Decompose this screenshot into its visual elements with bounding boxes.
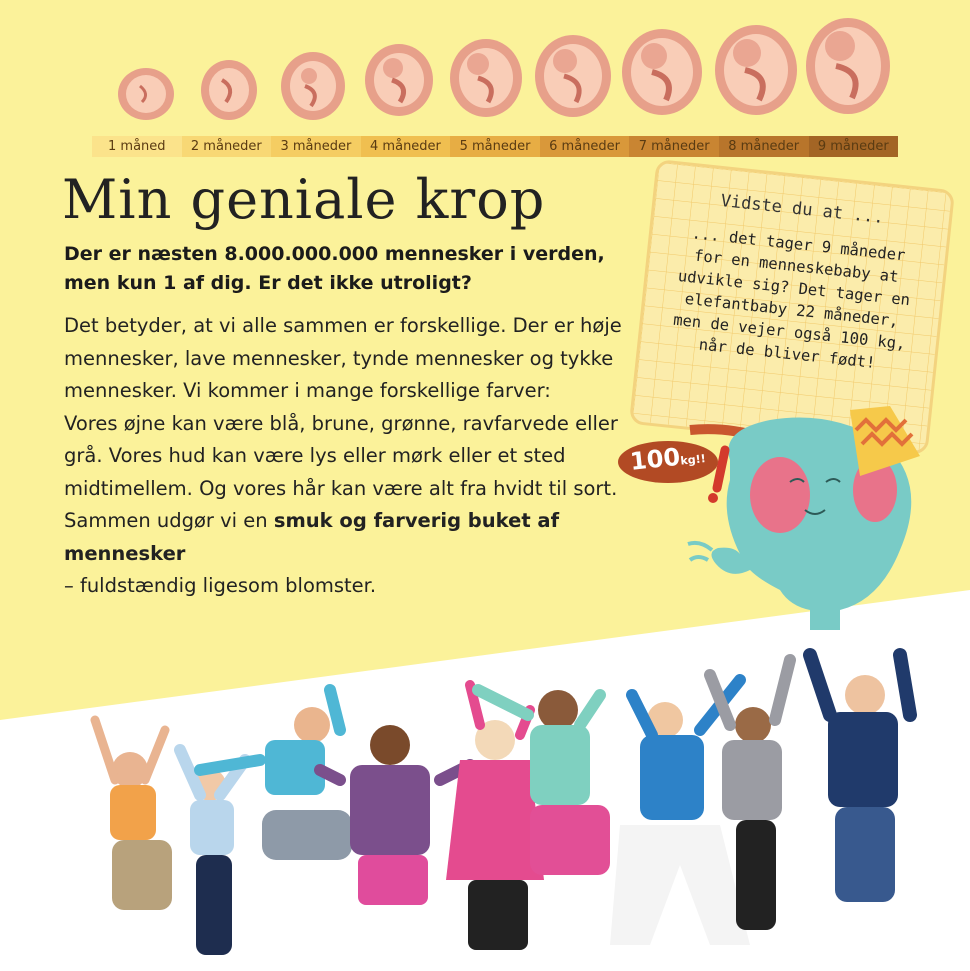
child-5 — [446, 685, 544, 950]
fact-box-text: ... det tager 9 måneder for en menneskebaby at udvikle sig? Det tager en elefantbaby 22 måneder, men de vejer også 100 kg, når de bliver født! — [672, 224, 911, 372]
child-1 — [95, 720, 172, 910]
body-paragraph-2 — [64, 408, 624, 571]
embryo-7-icon — [622, 29, 702, 115]
body-text — [64, 310, 624, 603]
month-label-5: 5 måneder — [450, 136, 540, 157]
child-2 — [180, 750, 245, 955]
month-timeline — [92, 136, 898, 157]
children-photo — [0, 600, 970, 971]
embryo-4-icon — [365, 44, 433, 116]
month-label-7: 7 måneder — [629, 136, 719, 157]
month-label-4: 4 måneder — [361, 136, 451, 157]
body-bold-phrase: smuk og farverig buket af mennesker — [64, 509, 560, 565]
embryo-3-icon — [281, 52, 345, 120]
month-label-8: 8 måneder — [719, 136, 809, 157]
embryo-9-icon — [806, 18, 890, 114]
page-title: Min geniale krop — [62, 168, 546, 231]
child-9 — [810, 655, 910, 902]
embryo-8-icon — [715, 25, 797, 115]
embryo-6-icon — [535, 35, 611, 117]
embryo-sequence — [0, 0, 970, 140]
body-paragraph-3: – fuldstændig ligesom blomster. — [64, 574, 377, 597]
month-label-9: 9 måneder — [809, 136, 899, 157]
month-label-3: 3 måneder — [271, 136, 361, 157]
embryo-1-icon — [118, 68, 174, 120]
body-paragraph-1: Det betyder, at vi alle sammen er forskellige. Der er høje mennesker, lave mennesker, tynde mennesker og tykke mennesker. Vi kommer i mange forskellige farver: — [64, 314, 622, 402]
embryo-5-icon — [450, 39, 522, 117]
month-label-1: 1 måned — [92, 136, 182, 157]
weight-badge-unit: kg!! — [679, 452, 707, 468]
month-label-6: 6 måneder — [540, 136, 630, 157]
intro-text: Der er næsten 8.000.000.000 mennesker i verden, men kun 1 af dig. Er det ikke utroligt? — [64, 243, 605, 294]
body-paragraph-2-text: Vores øjne kan være blå, brune, grønne, ravfarvede eller grå. Vores hud kan være lys eller mørk eller et sted midtimellem. Og vores hår kan være alt fra hvidt til sort. Sammen udgør vi en — [64, 411, 618, 532]
weight-badge-value: 100 — [628, 442, 682, 476]
embryo-2-icon — [201, 60, 257, 120]
month-label-2: 2 måneder — [182, 136, 272, 157]
fact-box-title: Vidste du at ... — [719, 191, 885, 229]
